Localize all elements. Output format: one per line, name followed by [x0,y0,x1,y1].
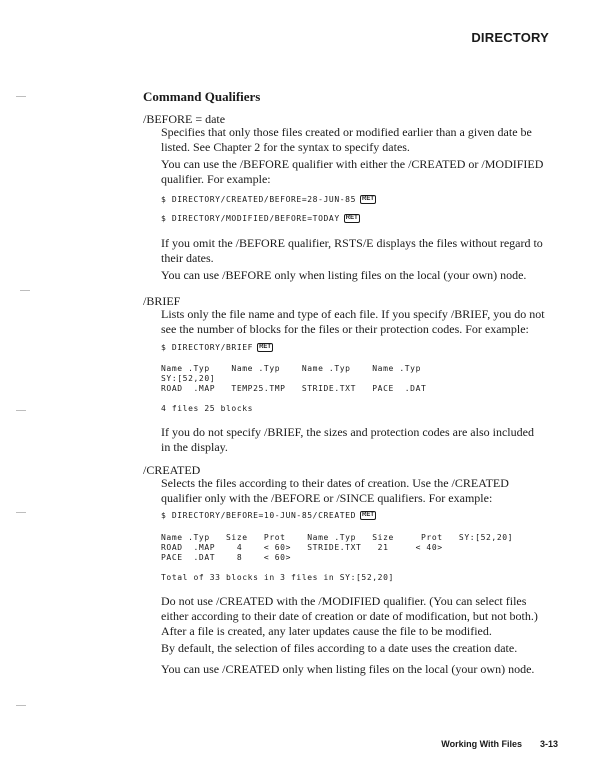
created-output-line: ROAD .MAP 4 < 60> STRIDE.TXT 21 < 40> [161,543,443,552]
before-paragraph-4: You can use /BEFORE only when listing files on the local (your own) node. [161,268,527,282]
before-command-2 [161,214,360,224]
margin-mark [20,290,30,291]
qualifier-term-created: /CREATED [143,463,201,477]
brief-output-summary: 4 files 25 blocks [161,404,254,413]
margin-mark [16,410,26,411]
before-paragraph-1: Specifies that only those files created or modified earlier than a given date be listed. See Chapter 2 for the syntax to specify dates. [161,125,532,154]
created-paragraph-3: By default, the selection of files according to a date uses the creation date. [161,641,518,655]
created-paragraph-4: You can use /CREATED only when listing files on the local (your own) node. [161,662,535,676]
page-number: 3-13 [539,739,558,749]
before-paragraph-2: You can use the /BEFORE qualifier with either the /CREATED or /MODIFIED qualifier. For example: [161,157,544,186]
qualifier-term-before: /BEFORE = date [143,112,226,126]
created-output-summary: Total of 33 blocks in 3 files in SY:[52,20] [161,573,394,582]
brief-output-line: Name .Typ Name .Typ Name .Typ Name .Typ [161,364,421,373]
qualifier-term-brief: /BRIEF [143,294,181,308]
ret-key-icon: RET [345,215,358,221]
command-text: $ DIRECTORY/BEFORE=10-JUN-85/CREATED [161,511,356,520]
section-heading: Command Qualifiers [143,89,261,104]
command-text: $ DIRECTORY/BRIEF [161,343,254,352]
brief-paragraph-2: If you do not specify /BRIEF, the sizes and protection codes are also included in the display. [161,425,534,454]
created-paragraph-2: Do not use /CREATED with the /MODIFIED qualifier. (You can select files either according to their date of creation or date of modification, but not both.) After a file is created, any later updates cause the file to be modified. [161,594,538,638]
brief-output-line: ROAD .MAP TEMP25.TMP STRIDE.TXT PACE .DAT [161,384,427,393]
ret-key-icon: RET [362,196,374,202]
brief-paragraph-1: Lists only the file name and type of each file. If you specify /BRIEF, you do not see the number of blocks for the files or their protection codes. For example: [161,307,545,336]
created-output-line: Name .Typ Size Prot Name .Typ Size Prot SY:[52,20] [161,533,514,542]
margin-mark [16,96,26,97]
created-paragraph-1: Selects the files according to their dates of creation. Use the /CREATED qualifier only with the /BEFORE or /SINCE qualifiers. For example: [161,476,509,505]
brief-output-line: SY:[52,20] [161,374,216,383]
margin-mark [16,705,26,706]
ret-key-icon: RET [362,512,374,518]
command-text: $ DIRECTORY/CREATED/BEFORE=28-JUN-85 [161,195,356,204]
ret-key-icon: RET [259,344,272,350]
running-header: DIRECTORY [471,30,549,45]
command-text: $ DIRECTORY/MODIFIED/BEFORE=TODAY [161,214,340,223]
before-paragraph-3: If you omit the /BEFORE qualifier, RSTS/E displays the files without regard to their dates. [161,236,543,265]
running-footer-section: Working With Files [441,739,522,749]
created-output-line: PACE .DAT 8 < 60> [161,553,291,562]
brief-command [161,343,273,353]
created-command [161,511,376,521]
margin-mark [16,512,26,513]
before-command-1 [161,195,376,205]
